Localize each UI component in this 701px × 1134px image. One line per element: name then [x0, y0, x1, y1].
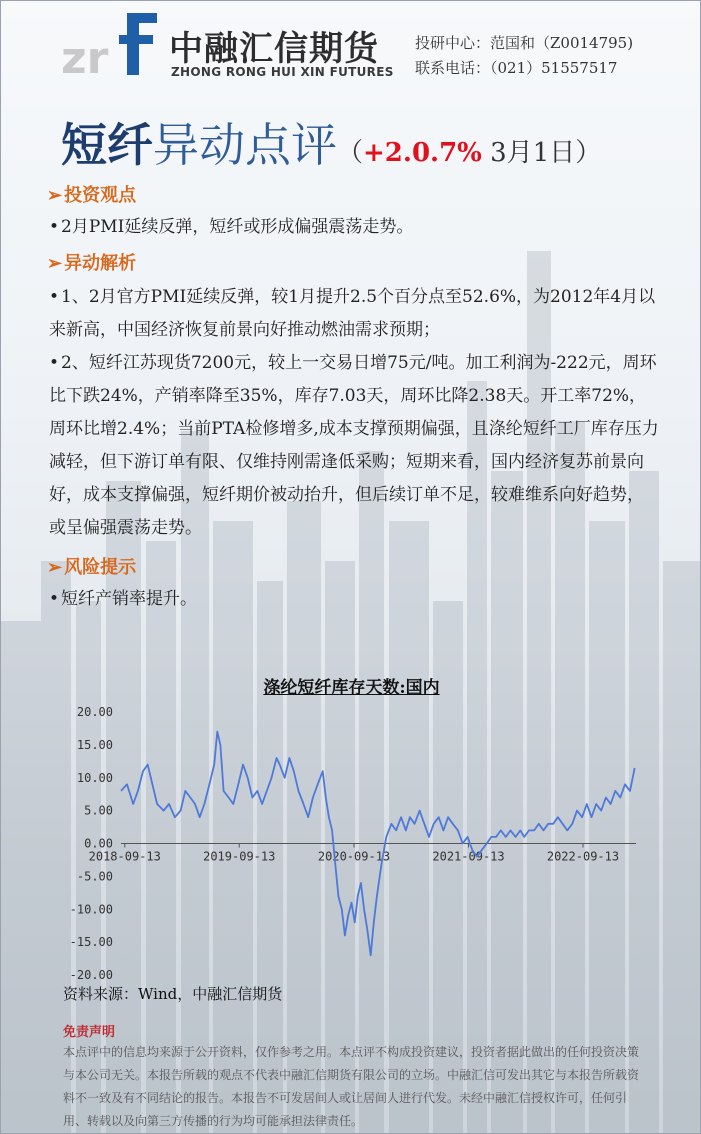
- x-tick-label: 2020-09-13: [317, 849, 391, 864]
- bullet-icon: •: [49, 287, 60, 307]
- y-tick-label: 20.00: [76, 705, 113, 719]
- contact-block: [415, 31, 633, 81]
- inventory-days-chart: [41, 701, 661, 981]
- bullet-icon: •: [49, 353, 60, 373]
- title-date: 3月1日）: [481, 138, 602, 168]
- disclaimer-text: 本点评中的信息均来源于公开资料，仅作参考之用。本点评不构成投资建议，投资者据此做出的任何投资决策与本公司无关。本报告所载的观点不代表中融汇信期货有限公司的立场。中融汇信可发出其它与本报告所载资料不一致及有不同结论的报告。本报告不可发居间人或让居间人进行代发。未经中融汇信授权许可，任何引用、转载以及向第三方传播的行为均可能承担法律责任。: [63, 1045, 640, 1128]
- bullet-icon: •: [49, 217, 60, 237]
- data-source: 资料来源：Wind，中融汇信期货: [63, 985, 283, 1003]
- svg-text:zr: zr: [61, 33, 109, 79]
- x-tick-label: 2022-09-13: [546, 849, 620, 864]
- brand-name-cn: 中融汇信期货: [169, 29, 379, 69]
- section-heading-view: ➢ 投资观点: [47, 185, 137, 206]
- x-tick-label: 2018-09-13: [88, 849, 161, 864]
- section-heading-analysis: ➢ 异动解析: [47, 253, 137, 274]
- paragraph-risk-1: • 短纤产销率提升。: [49, 583, 659, 616]
- bullet-icon: •: [49, 589, 60, 609]
- phone-line: 联系电话：（021）51557517: [415, 59, 618, 77]
- report-header: [1, 1, 701, 96]
- analyst-line: 投研中心：范国和（Z0014795): [415, 34, 634, 52]
- arrow-icon: ➢: [47, 253, 63, 274]
- company-logo-icon: [61, 13, 161, 79]
- paragraph-analysis-1: • 1、2月官方PMI延续反弹，较1月提升2.5个百分点至52.6%，为2012年4月以来新高，中国经济恢复前景向好推动燃油需求预期；: [49, 281, 659, 347]
- y-tick-label: 15.00: [76, 737, 113, 752]
- y-tick-label: -10.00: [69, 902, 113, 917]
- title-paren: （: [337, 138, 364, 168]
- y-tick-label: 0.00: [84, 836, 113, 851]
- y-tick-label: 10.00: [76, 770, 113, 785]
- title-product: 短纤: [61, 118, 153, 172]
- y-tick-label: -20.00: [69, 968, 113, 981]
- y-tick-label: -5.00: [76, 869, 113, 884]
- title-topic: 异动点评: [153, 118, 337, 172]
- report-title: [61, 109, 601, 175]
- chart-title: 涤纶短纤库存天数:国内: [263, 678, 440, 698]
- title-change: +2.0.7%: [363, 138, 482, 168]
- arrow-icon: ➢: [47, 557, 63, 578]
- x-tick-label: 2021-09-13: [432, 849, 505, 864]
- paragraph-view-1: • 2月PMI延续反弹，短纤或形成偏强震荡走势。: [49, 211, 659, 244]
- y-tick-label: 5.00: [84, 803, 113, 818]
- paragraph-analysis-2: • 2、短纤江苏现货7200元，较上一交易日增75元/吨。加工利润为-222元，周环比下跌24%，产销率降至35%，库存7.03天，周环比降2.38天。开工率72%，周环比增2.4%；当前PTA检修增多,成本支撑预期偏强，且涤纶短纤工厂库存压力减轻，但下游订单有限、仅维持刚需逢低采购；短期来看，国内经济复苏前景向好，成本支撑偏强，短纤期价被动抬升，但后续订单不足，较难维系向好趋势，或呈偏强震荡走势。: [49, 347, 659, 545]
- x-tick-label: 2019-09-13: [203, 849, 276, 864]
- arrow-icon: ➢: [47, 185, 63, 206]
- disclaimer-title: 免责声明: [63, 1025, 116, 1040]
- y-tick-label: -15.00: [69, 935, 113, 950]
- brand-name-en: ZHONG RONG HUI XIN FUTURES: [171, 65, 394, 79]
- section-heading-risk: ➢ 风险提示: [47, 557, 137, 578]
